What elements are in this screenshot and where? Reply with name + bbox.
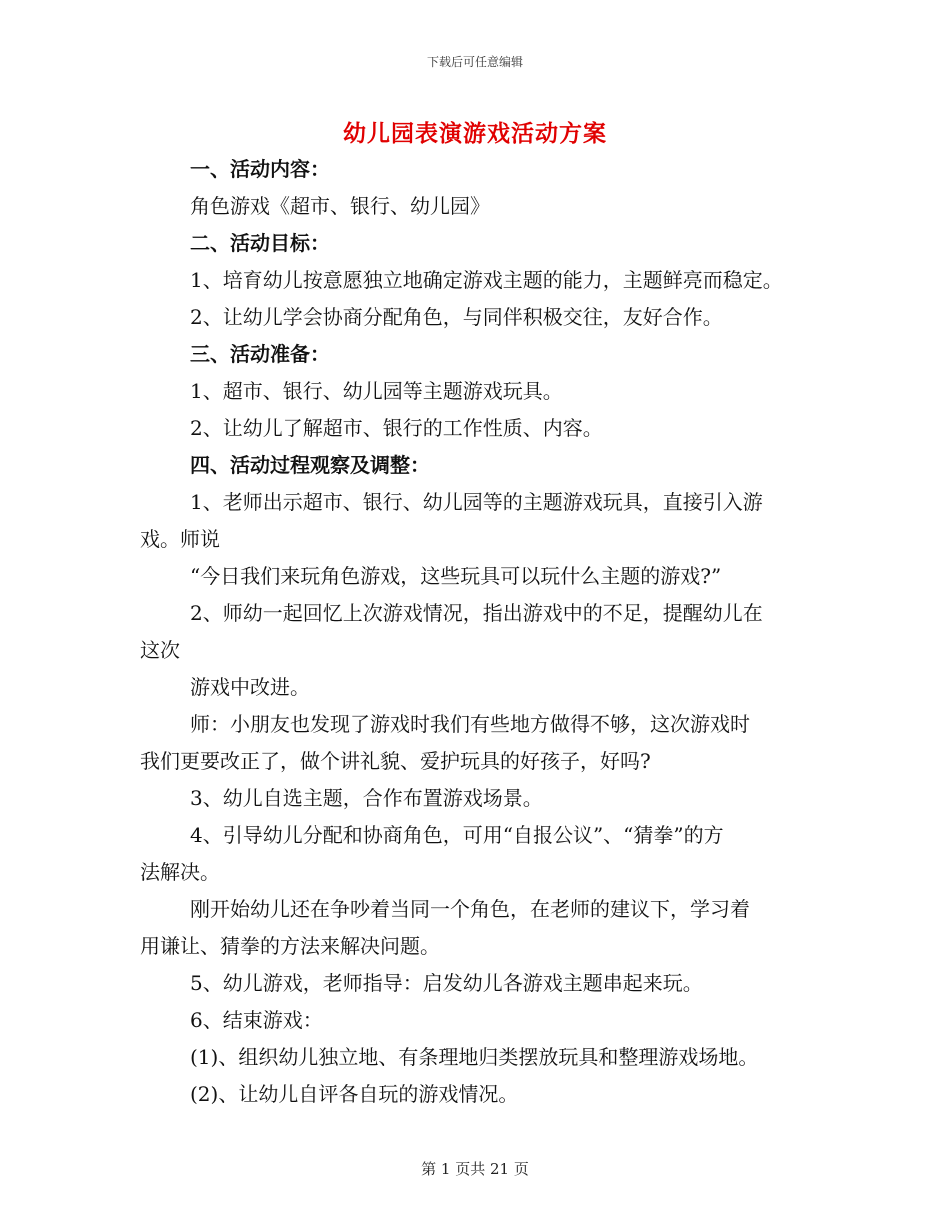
section-heading-content: 一、活动内容： — [190, 157, 330, 181]
paragraph-line: 5、幼儿游戏，老师指导：启发幼儿各游戏主题串起来玩。 — [190, 971, 703, 995]
paragraph-line: 3、幼儿自选主题，合作布置游戏场景。 — [190, 786, 543, 810]
paragraph-line: 2、让幼儿学会协商分配角色，与同伴积极交往，友好合作。 — [190, 305, 723, 329]
paragraph-line: 刚开始幼儿还在争吵着当同一个角色，在老师的建议下，学习着 — [190, 897, 750, 921]
paragraph-line: 角色游戏《超市、银行、幼儿园》 — [190, 194, 490, 218]
section-heading-prep: 三、活动准备： — [190, 342, 330, 366]
document-title: 幼儿园表演游戏活动方案 — [343, 120, 607, 147]
paragraph-line: 我们更要改正了，做个讲礼貌、爱护玩具的好孩子，好吗? — [140, 749, 651, 773]
paragraph-line: 1、老师出示超市、银行、幼儿园等的主题游戏玩具，直接引入游 — [190, 490, 763, 514]
paragraph-line: 师：小朋友也发现了游戏时我们有些地方做得不够，这次游戏时 — [190, 712, 750, 736]
paragraph-line: 1、培育幼儿按意愿独立地确定游戏主题的能力，主题鲜亮而稳定。 — [190, 268, 783, 292]
section-heading-goals: 二、活动目标： — [190, 231, 330, 255]
paragraph-line: 2、师幼一起回忆上次游戏情况，指出游戏中的不足，提醒幼儿在 — [190, 601, 763, 625]
section-heading-process: 四、活动过程观察及调整： — [190, 453, 430, 477]
paragraph-line: (2)、让幼儿自评各自玩的游戏情况。 — [190, 1082, 519, 1106]
paragraph-line: 4、引导幼儿分配和协商角色，可用“自报公议”、“猜拳”的方 — [190, 823, 724, 847]
paragraph-line: 1、超市、银行、幼儿园等主题游戏玩具。 — [190, 379, 563, 403]
paragraph-line: 这次 — [140, 638, 180, 662]
paragraph-line: 法解决。 — [140, 860, 220, 884]
paragraph-line: 6、结束游戏： — [190, 1008, 323, 1032]
paragraph-line: 戏。师说 — [140, 527, 220, 551]
paragraph-line: 游戏中改进。 — [190, 675, 310, 699]
paragraph-line: 2、让幼儿了解超市、银行的工作性质、内容。 — [190, 416, 603, 440]
page-footer: 第 1 页共 21 页 — [421, 1160, 529, 1178]
page-header: 下载后可任意编辑 — [426, 55, 523, 69]
paragraph-line: (1)、组织幼儿独立地、有条理地归类摆放玩具和整理游戏场地。 — [190, 1045, 759, 1069]
paragraph-line: “今日我们来玩角色游戏，这些玩具可以玩什么主题的游戏?” — [190, 564, 722, 588]
paragraph-line: 用谦让、猜拳的方法来解决问题。 — [140, 934, 440, 958]
